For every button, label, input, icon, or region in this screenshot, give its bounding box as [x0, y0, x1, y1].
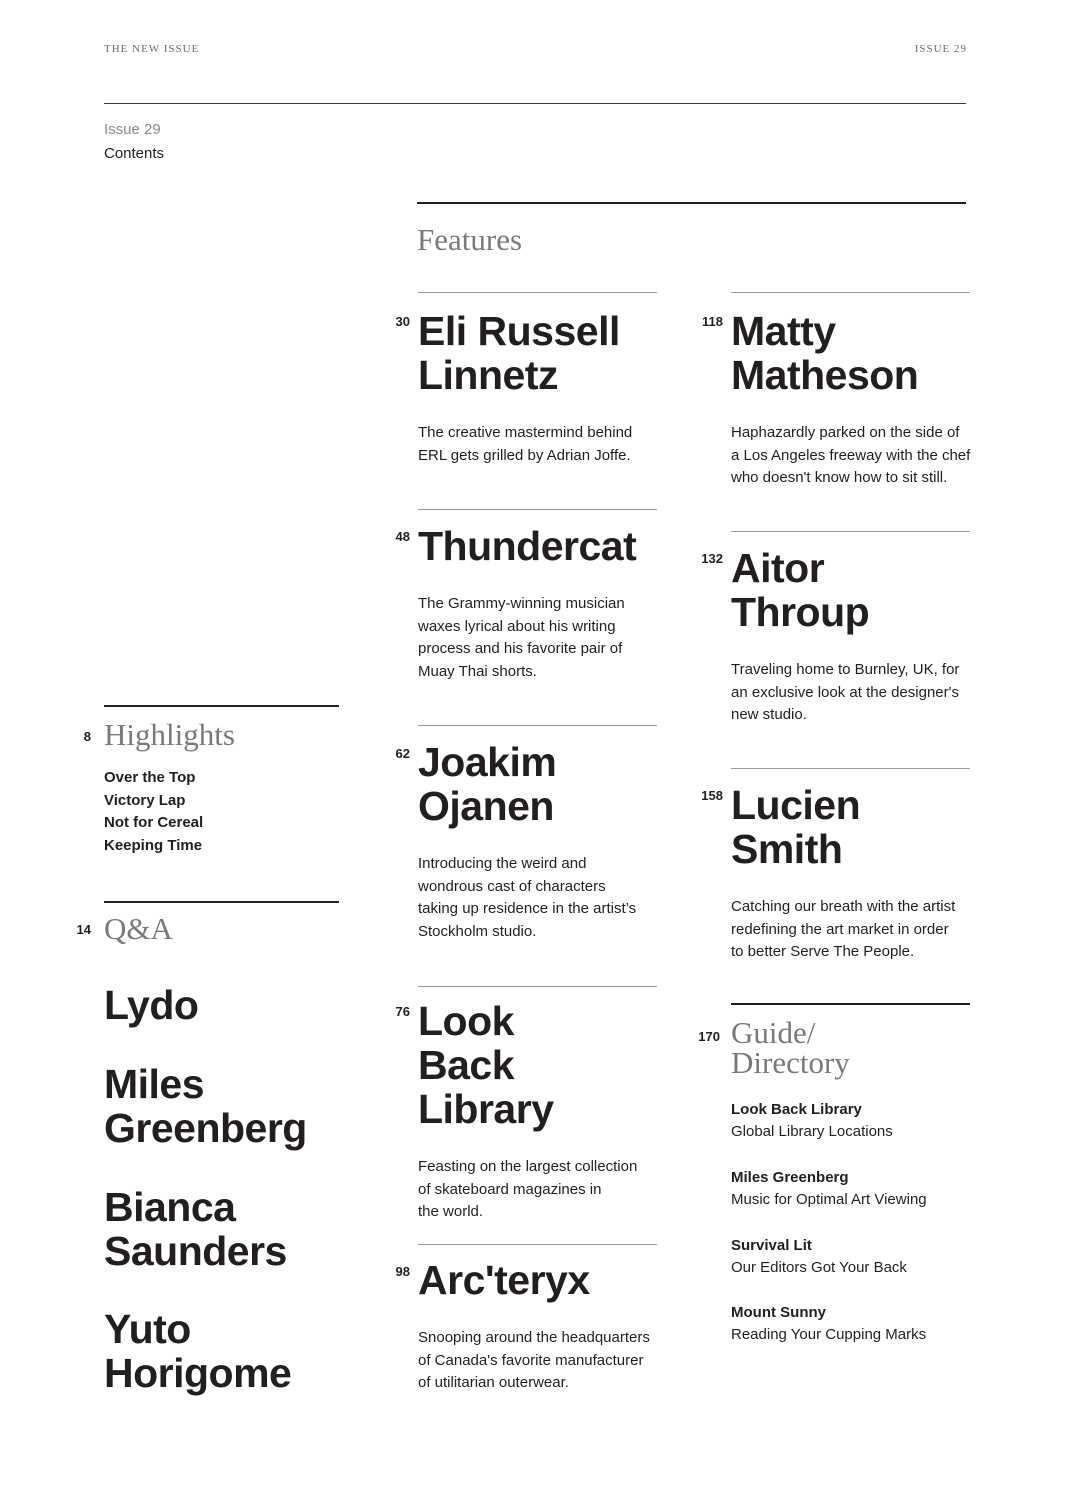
feature-description: Haphazardly parked on the side of a Los Angeles freeway with the chef who doesn't know how to sit still. [731, 424, 971, 486]
guide-item[interactable] [731, 1167, 927, 1211]
entry-rule [731, 292, 970, 293]
page-number: 158 [701, 788, 723, 803]
highlights-list [104, 767, 203, 857]
guide-rule [731, 1003, 970, 1005]
qa-name[interactable]: Bianca Saunders [104, 1184, 287, 1274]
page-number: 118 [702, 314, 723, 329]
guide-item-title: Survival Lit [731, 1237, 812, 1254]
feature-description: The Grammy-winning musician waxes lyrical about his writing process and his favorite pair of Muay Thai shorts. [418, 595, 625, 680]
qa-name[interactable]: Yuto Horigome [104, 1306, 292, 1396]
guide-item-title: Miles Greenberg [731, 1169, 849, 1186]
feature-description: Introducing the weird and wondrous cast of characters taking up residence in the artist’s Stockholm studio. [418, 855, 637, 940]
entry-rule [418, 725, 657, 726]
entry-rule [731, 531, 970, 532]
page-number: 62 [395, 746, 410, 761]
qa-heading[interactable]: Q&A [104, 911, 173, 946]
guide-item[interactable] [731, 1302, 926, 1346]
list-item[interactable]: Victory Lap [104, 791, 186, 809]
header-rule [104, 103, 966, 104]
guide-item-subtitle: Global Library Locations [731, 1123, 893, 1140]
page-number: 76 [395, 1004, 410, 1019]
features-rule [417, 202, 966, 204]
feature-description: Traveling home to Burnley, UK, for an exclusive look at the designer's new studio. [731, 661, 960, 723]
entry-rule [418, 509, 657, 510]
feature-title: Eli Russell Linnetz [418, 308, 620, 398]
feature-title: Thundercat [418, 523, 637, 569]
guide-item[interactable] [731, 1235, 907, 1279]
page-number: 14 [76, 922, 91, 937]
highlights-rule [104, 705, 339, 707]
guide-item-subtitle: Music for Optimal Art Viewing [731, 1191, 927, 1208]
page-number: 48 [395, 529, 410, 544]
feature-title: Joakim Ojanen [418, 739, 557, 829]
feature-description: The creative mastermind behind ERL gets grilled by Adrian Joffe. [418, 424, 633, 464]
feature-title: Aitor Throup [731, 545, 870, 635]
qa-name[interactable]: Miles Greenberg [104, 1061, 307, 1151]
running-head-left: THE NEW ISSUE [104, 43, 200, 55]
guide-item-subtitle: Reading Your Cupping Marks [731, 1326, 927, 1343]
guide-item-title: Look Back Library [731, 1101, 862, 1118]
issue-label: Issue 29 [104, 121, 161, 138]
list-item[interactable]: Keeping Time [104, 836, 203, 854]
guide-item-title: Mount Sunny [731, 1304, 826, 1321]
features-heading: Features [417, 222, 523, 257]
entry-rule [418, 1244, 657, 1245]
entry-rule [418, 292, 657, 293]
guide-heading[interactable]: Guide/ Directory [731, 1015, 850, 1080]
qa-name[interactable]: Lydo [104, 982, 199, 1028]
list-item[interactable]: Not for Cereal [104, 814, 204, 831]
page-number: 170 [698, 1029, 720, 1044]
contents-label: Contents [104, 145, 165, 162]
page-number: 30 [395, 314, 410, 329]
feature-title: Matty Matheson [731, 308, 919, 398]
page-number: 98 [395, 1264, 410, 1279]
feature-description: Feasting on the largest collection of skateboard magazines in the world. [418, 1158, 638, 1220]
feature-description: Catching our breath with the artist redefining the art market in order to better Serve The People. [731, 898, 956, 960]
entry-rule [418, 986, 657, 987]
feature-title: Arc'teryx [418, 1257, 590, 1303]
qa-rule [104, 901, 339, 903]
page-number: 132 [701, 551, 723, 566]
running-head-right: ISSUE 29 [914, 43, 967, 55]
page-number: 8 [83, 729, 91, 744]
list-item[interactable]: Over the Top [104, 769, 196, 786]
entry-rule [731, 768, 970, 769]
feature-description: Snooping around the headquarters of Canada's favorite manufacturer of utilitarian outerwear. [418, 1329, 650, 1391]
highlights-heading[interactable]: Highlights [104, 717, 235, 752]
guide-item-subtitle: Our Editors Got Your Back [731, 1259, 907, 1276]
guide-item[interactable] [731, 1099, 893, 1143]
feature-title: Lucien Smith [731, 782, 861, 872]
feature-title: Look Back Library [418, 998, 554, 1132]
